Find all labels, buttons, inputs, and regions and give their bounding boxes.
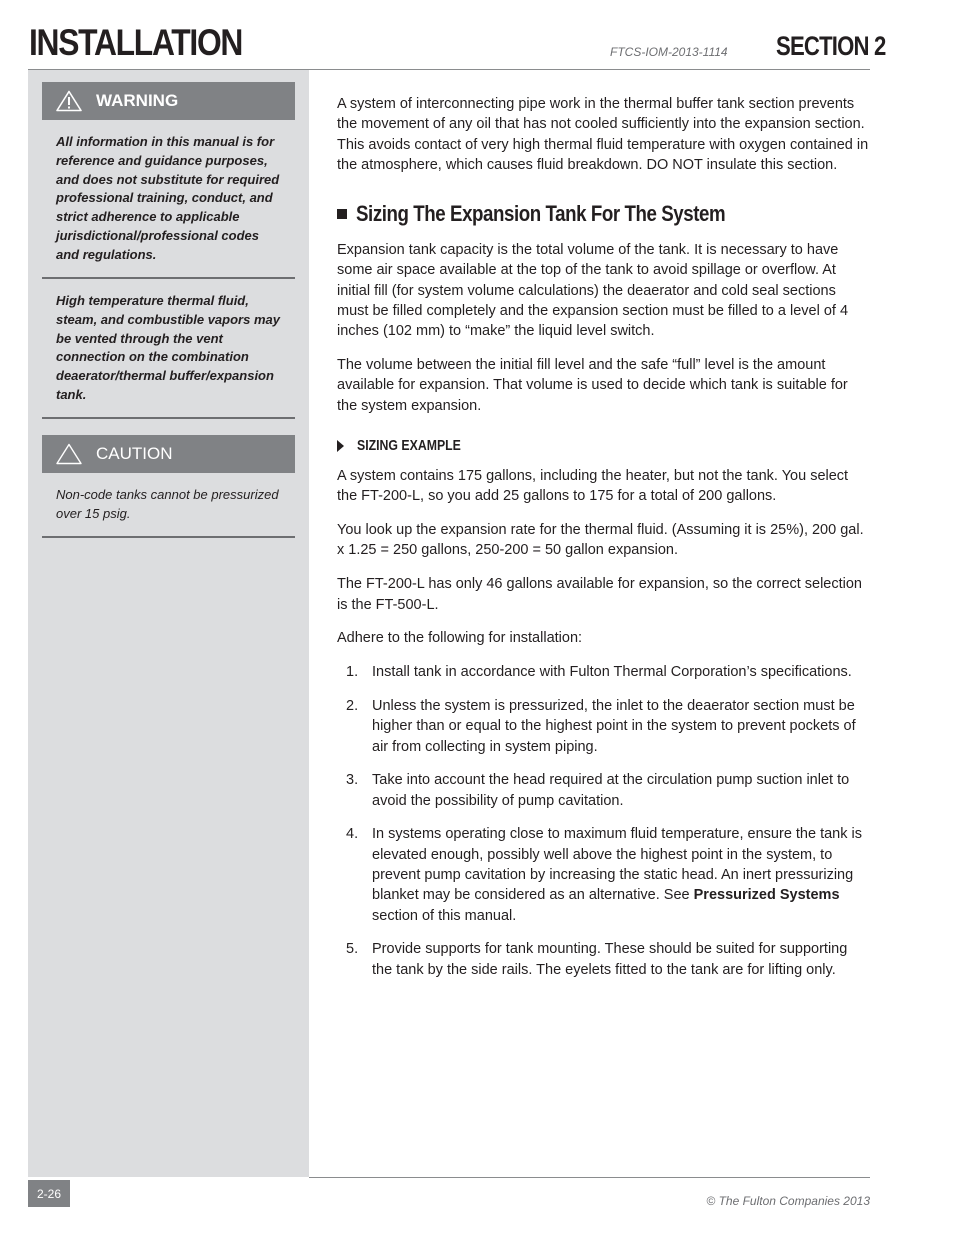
list-item [337,939,871,980]
sidebar-divider [42,277,295,279]
caution-triangle-icon [56,443,82,465]
example-paragraph: A system contains 175 gallons, including the heater, but not the tank. You select the FT-200-L, so you add 25 gallons to 175 for a total of 200 gallons. [337,468,849,505]
step-text: In systems operating close to maximum fluid temperature, ensure the tank is elevated enough, possibly well above the highest point in the system, to prevent pump cavitation by increasing the static head. An inert pressurizing blanket may be considered as an alternative. See [372,826,862,904]
step-number: 5. [346,941,359,958]
step-number: 1. [346,664,359,681]
document-code: FTCS-IOM-2013-1114 [610,45,728,59]
section-label: SECTION 2 [776,31,886,61]
list-item [337,770,871,811]
step-text: Provide supports for tank mounting. These should be suited for supporting the tank by the side rails. The eyelets fitted to the tank are for lifting only. [372,941,848,978]
warning-label: WARNING [96,91,179,110]
warning-text-2: High temperature thermal fluid, steam, and combustible vapors may be vented through the vent connection on the combination deaerator/thermal buffer/expansion tank. [56,293,280,402]
list-item [337,696,871,757]
footer-divider [309,1177,870,1178]
page-title: INSTALLATION [29,22,243,63]
installation-steps [337,662,871,980]
subsection-heading-text: SIZING EXAMPLE [357,437,461,455]
step-text: section of this manual. [372,907,517,924]
warning-text-1: All information in this manual is for reference and guidance purposes, and does not substitute for required professional training, conduct, and strict adherence to applicable jurisdictional/professional codes and regulations. [56,134,280,262]
volume-paragraph: The volume between the initial fill level and the safe “full” level is the amount available for expansion. That volume is used to decide which tank is suitable for the system expansion. [337,357,848,414]
square-bullet-icon [337,209,347,219]
step-text: Unless the system is pressurized, the inlet to the deaerator section must be higher than or equal to the highest point in the system to prevent pockets of air from collecting in system piping. [372,697,856,755]
list-item [337,824,871,925]
sizing-paragraph: Expansion tank capacity is the total volume of the tank. It is necessary to have some air space available at the top of the tank to avoid spillage or overflow. At initial fill (for system volume calculations) the deaerator and cold seal sections must be filled completely and the expansion section must be filled to a level of 4 inches (102 mm) to “make” the liquid level switch. [337,242,849,340]
section-heading-text: Sizing The Expansion Tank For The System [356,201,726,227]
step-number: 4. [346,826,359,843]
example-paragraph: The FT-200-L has only 46 gallons available for expansion, so the correct selection is the FT-500-L. [337,576,862,613]
page-number: 2-26 [28,1180,70,1207]
sidebar-divider [42,417,295,419]
warning-header [42,82,295,120]
intro-paragraph: A system of interconnecting pipe work in the thermal buffer tank section prevents the movement of any oil that has not cooled sufficiently into the expansion section. This avoids contact of very high thermal fluid temperature with oxygen contained in the atmosphere, which causes fluid breakdown. DO NOT insulate this section. [337,96,869,173]
step-number: 2. [346,697,359,714]
list-item [337,662,871,682]
warning-triangle-icon [56,90,82,112]
adhere-paragraph: Adhere to the following for installation: [337,630,583,647]
subsection-heading [337,436,871,456]
copyright: © The Fulton Companies 2013 [706,1194,870,1208]
pressurized-systems-reference: Pressurized Systems [693,887,840,904]
step-number: 3. [346,772,359,789]
step-text: Take into account the head required at the circulation pump suction inlet to avoid the possibility of pump cavitation. [372,772,850,809]
caution-label: CAUTION [96,444,173,463]
main-content [337,94,871,994]
example-paragraph: You look up the expansion rate for the thermal fluid. (Assuming it is 25%), 200 gal. x 1.25 = 250 gallons, 250-200 = 50 gallon expansion. [337,522,864,559]
caution-header [42,435,295,473]
triangle-bullet-icon [337,440,344,452]
caution-text: Non-code tanks cannot be pressurized over 15 psig. [56,487,279,521]
sidebar-divider [42,536,295,538]
step-text: Install tank in accordance with Fulton Thermal Corporation’s specifications. [372,664,852,681]
section-heading [337,201,871,227]
